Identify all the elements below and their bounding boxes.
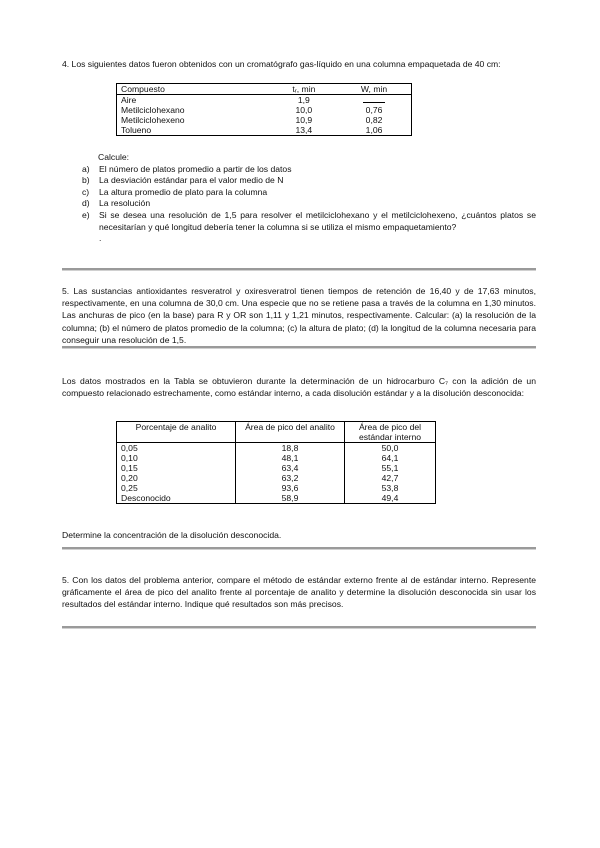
table-row xyxy=(117,463,436,473)
blank-line xyxy=(363,96,385,103)
table-cell: 1,9 xyxy=(297,95,310,105)
table-cell: 0,15 xyxy=(117,463,236,473)
trailing-dot: . xyxy=(99,233,102,244)
list-text: La desviación estándar para el valor medio de N xyxy=(99,175,284,186)
list-marker: b) xyxy=(82,175,90,186)
table-cell: 10,9 xyxy=(295,115,313,125)
list-text: La altura promedio de plato para la columna xyxy=(99,186,268,197)
table-row xyxy=(117,95,412,106)
section-divider xyxy=(62,547,536,550)
list-item xyxy=(82,175,536,187)
internal-standard-table xyxy=(116,421,436,504)
table-cell: 49,4 xyxy=(381,493,399,503)
table-cell: Aire xyxy=(121,95,137,105)
table-cell: Desconocido xyxy=(117,493,236,504)
list-marker: d) xyxy=(82,198,90,209)
table-cell: 18,8 xyxy=(236,443,345,454)
list-marker: e) xyxy=(82,209,90,220)
section-divider xyxy=(62,626,536,629)
table-cell: 13,4 xyxy=(295,125,313,135)
table-cell: 63,2 xyxy=(236,473,345,483)
problem-4-questions xyxy=(82,152,536,245)
table-cell: 42,7 xyxy=(381,473,399,483)
list-item xyxy=(82,164,536,176)
table-cell: 0,05 xyxy=(117,443,236,454)
table-cell xyxy=(337,95,411,106)
section-divider xyxy=(62,268,536,271)
table-row xyxy=(117,125,412,136)
problem-4-intro: 4. Los siguientes datos fueron obtenidos con un cromatógrafo gas-líquido en una columna empaquetada de 40 cm: xyxy=(62,59,501,69)
table-cell: 64,1 xyxy=(381,453,399,463)
list-item xyxy=(82,187,536,199)
table-cell: 10,0 xyxy=(295,105,313,115)
table-cell: 0,25 xyxy=(117,483,236,493)
list-text: Si se desea una resolución de 1,5 para resolver el metilciclohexano y el metilciclohexeno, ¿cuántos platos se necesitarían y qué longitud debería tener la columna si se utiliza el mismo empaquetamiento? xyxy=(99,209,536,232)
table-cell: 1,06 xyxy=(365,125,383,135)
table-header-row xyxy=(117,422,436,443)
column-header: Porcentaje de analito xyxy=(117,422,236,443)
table-cell: 63,4 xyxy=(236,463,345,473)
table-cell: 53,8 xyxy=(381,483,399,493)
section-divider xyxy=(62,346,536,349)
table-row xyxy=(117,493,436,504)
list-marker: a) xyxy=(82,163,90,174)
table-row xyxy=(117,473,436,483)
table-cell: 0,82 xyxy=(365,115,383,125)
list-item xyxy=(82,198,536,210)
list-item xyxy=(82,210,536,233)
problem-5b-text: 5. Con los datos del problema anterior, compare el método de estándar externo frente al de estándar interno. Represente gráficamente el área de pico del analito frente al porcentaje de analito y determine la disolución desconocida sin usar los resultados del estándar interno. Indique qué resultados son más precisos. xyxy=(62,575,536,610)
table-row xyxy=(117,105,412,115)
table-cell: Metilciclohexeno xyxy=(121,115,185,125)
table-cell: 0,10 xyxy=(117,453,236,463)
table-header-row xyxy=(117,84,412,95)
table-cell: 0,20 xyxy=(117,473,236,483)
table-row xyxy=(117,453,436,463)
calcule-label: Calcule: xyxy=(98,152,130,162)
table-cell: 93,6 xyxy=(236,483,345,493)
column-header: Compuesto xyxy=(117,84,271,95)
table-cell: 48,1 xyxy=(236,453,345,463)
column-header: Área de pico del estándar interno xyxy=(345,422,436,443)
table-row xyxy=(117,115,412,125)
table-cell: 55,1 xyxy=(381,463,399,473)
table-row xyxy=(117,483,436,493)
internal-standard-intro: Los datos mostrados en la Tabla se obtuvieron durante la determinación de un hidrocarburo C₇ con la adición de un compuesto relacionado estrechamente, como estándar interno, a cada disolución estándar y a la disolución desconocida: xyxy=(62,376,536,399)
column-header: tᵣ, min xyxy=(271,84,337,95)
table-cell: 50,0 xyxy=(381,443,399,453)
table-cell: Tolueno xyxy=(121,125,152,135)
table-cell: 0,76 xyxy=(365,105,383,115)
column-header: Área de pico del analito xyxy=(236,422,345,443)
column-header: W, min xyxy=(337,84,411,95)
list-marker: c) xyxy=(82,186,90,197)
table-cell: 58,9 xyxy=(236,493,345,504)
table-cell: Metilciclohexano xyxy=(121,105,185,115)
problem-5-text: 5. Las sustancias antioxidantes resveratrol y oxiresveratrol tienen tiempos de retención de 16,40 y de 17,63 minutos, respectivamente, en una columna de 30,0 cm. Una especie que no se retiene pasa a través de la columna en 1,30 minutos. Las anchuras de pico (en la base) para R y OR son 1,11 y 1,21 minutos, respectivamente. Calcular: (a) la resolución de la columna; (b) el número de platos promedio de la columna; (c) la altura de plato; (d) la longitud de la columna necesaria para conseguir una resolución de 1,5. xyxy=(62,286,536,345)
list-text: El número de platos promedio a partir de los datos xyxy=(99,163,292,174)
determine-concentration-text: Determine la concentración de la disolución desconocida. xyxy=(62,530,282,540)
list-text: La resolución xyxy=(99,198,151,209)
chromatography-data-table xyxy=(116,83,412,136)
table-row xyxy=(117,443,436,454)
